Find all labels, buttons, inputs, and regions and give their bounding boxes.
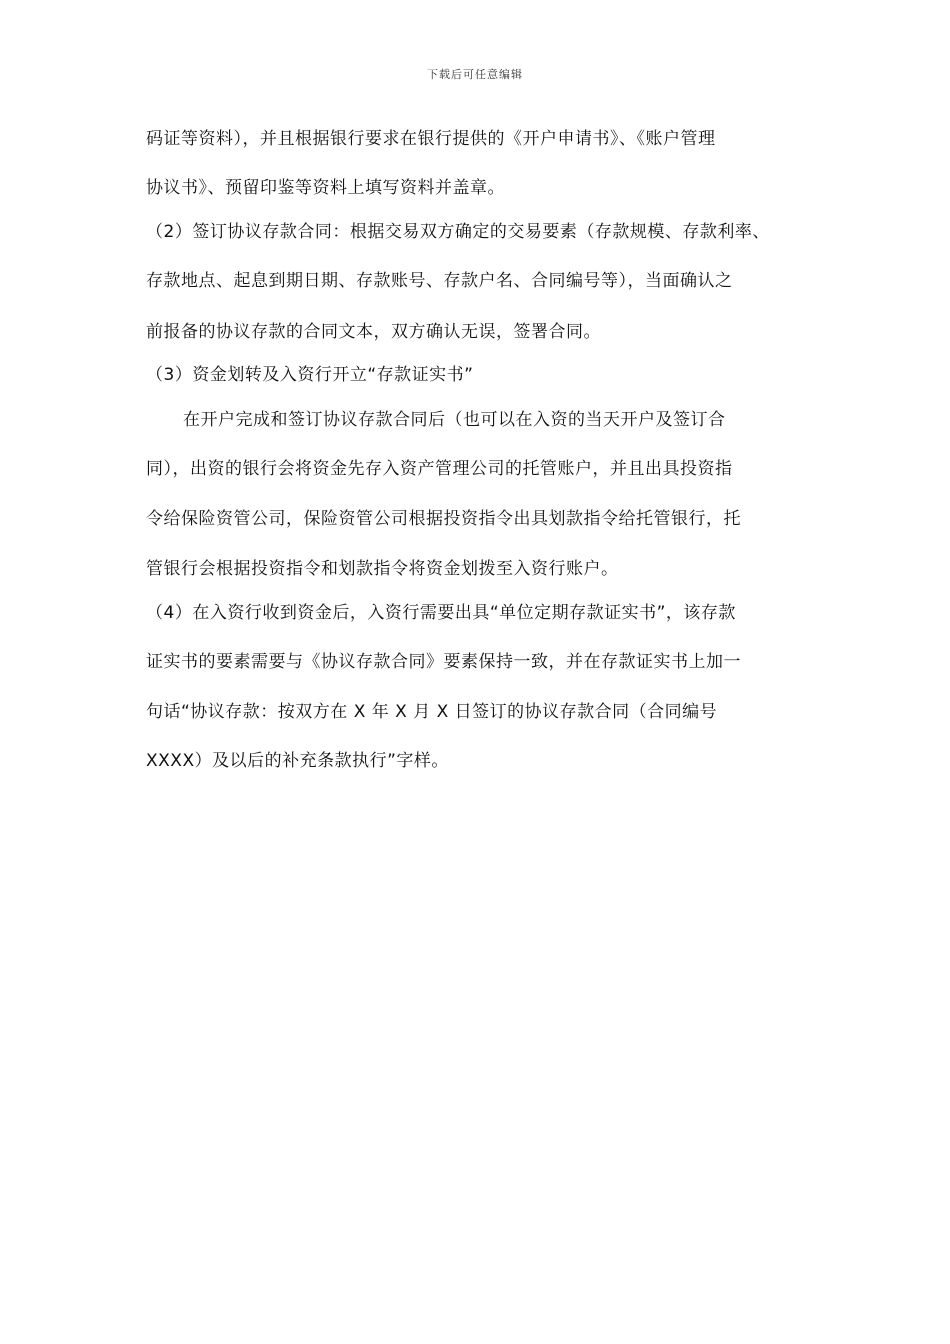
text-line: 证实书的要素需要与《协议存款合同》要素保持一致，并在存款证实书上加一 [146,652,741,672]
text-line: （3）资金划转及入资行开立“存款证实书” [146,365,474,385]
text-line: （2）签订协议存款合同：根据交易双方确定的交易要素（存款规模、存款利率、 [146,222,770,242]
text-line: （4）在入资行收到资金后，入资行需要出具“单位定期存款证实书”，该存款 [146,603,736,623]
text-line: 在开户完成和签订协议存款合同后（也可以在入资的当天开户及签订合 [183,410,726,430]
text-line: 管银行会根据投资指令和划款指令将资金划拨至入资行账户。 [146,559,619,579]
text-line: XXXX）及以后的补充条款执行”字样。 [146,751,449,771]
text-line: 协议书》、预留印鉴等资料上填写资料并盖章。 [146,178,505,198]
text-line: 存款地点、起息到期日期、存款账号、存款户名、合同编号等），当面确认之 [146,271,733,291]
text-line: 同），出资的银行会将资金先存入资产管理公司的托管账户，并且出具投资指 [146,459,733,479]
page-header: 下载后可任意编辑 [427,68,523,81]
text-line: 码证等资料），并且根据银行要求在银行提供的《开户申请书》、《账户管理 [146,129,716,149]
text-line: 句话“协议存款：按双方在 X 年 X 月 X 日签订的协议存款合同（合同编号 [146,702,718,722]
text-line: 令给保险资管公司，保险资管公司根据投资指令出具划款指令给托管银行，托 [146,509,741,529]
text-line: 前报备的协议存款的合同文本，双方确认无误，签署合同。 [146,322,601,342]
